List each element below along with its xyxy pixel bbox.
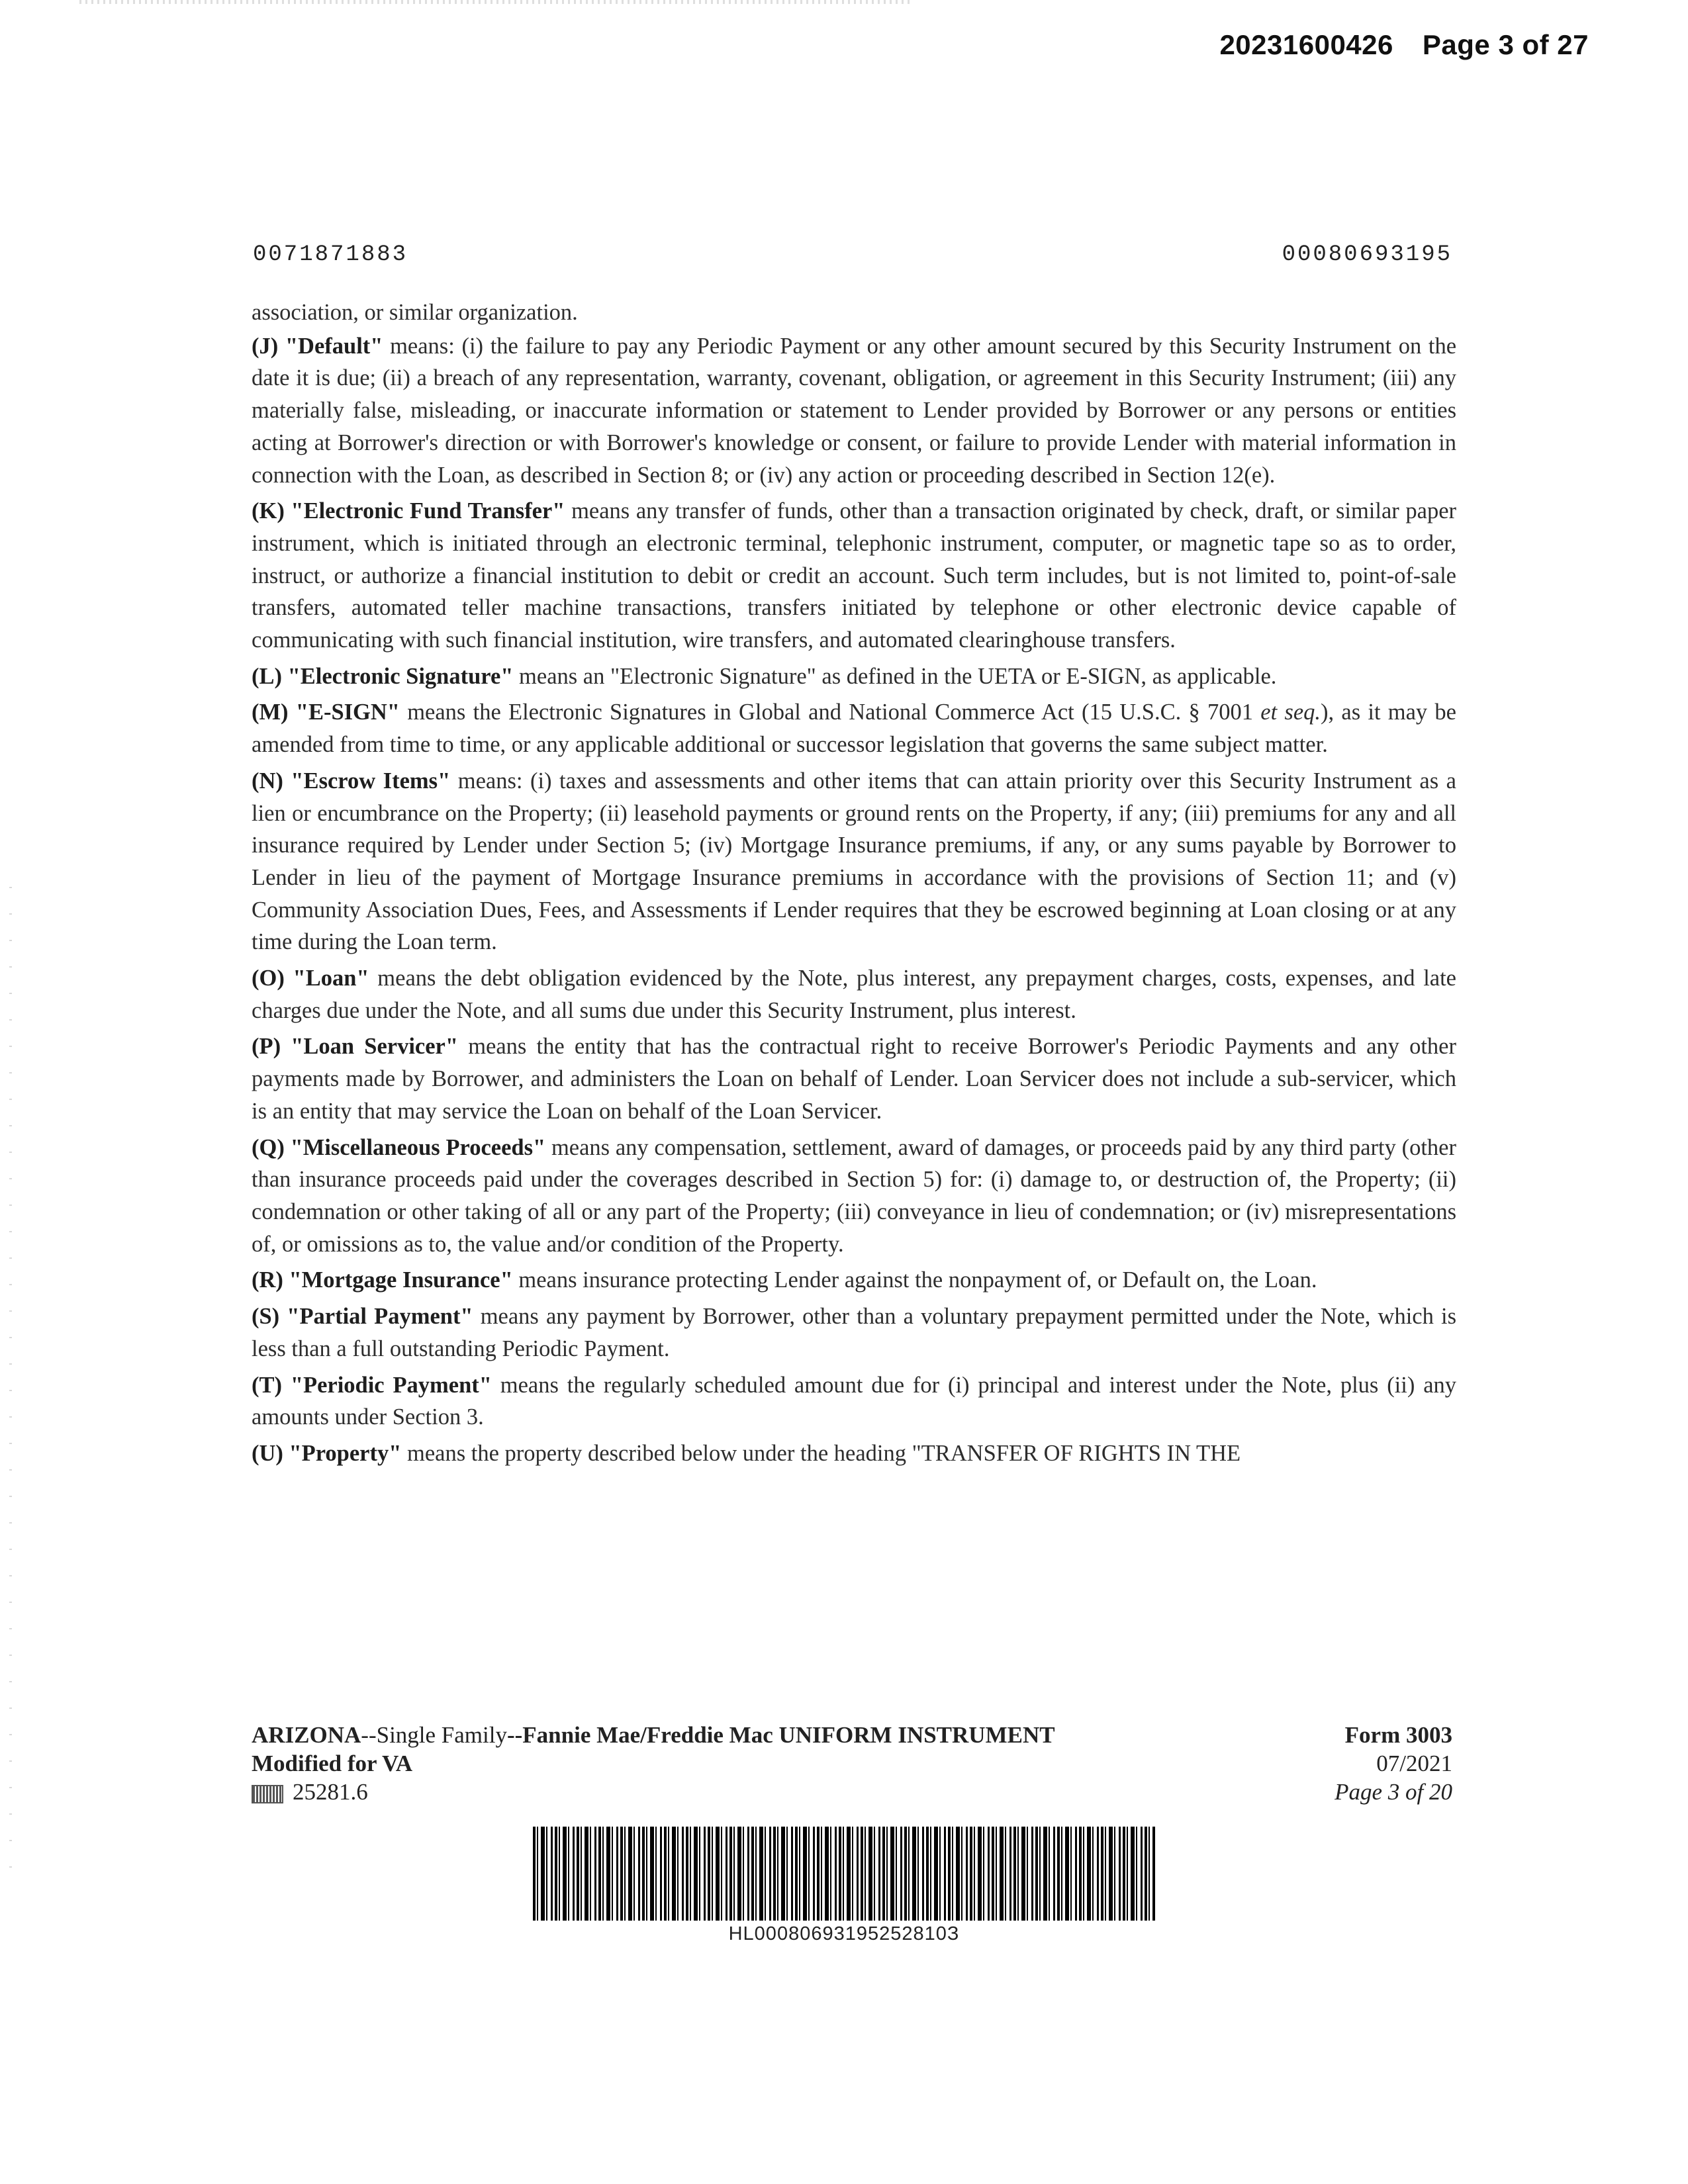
form-state: ARIZONA	[252, 1722, 361, 1748]
definition-text: means the regularly scheduled amount due for (i) principal and interest under the Note, plus (ii) any amounts under Section 3.	[252, 1372, 1457, 1430]
definition-miscellaneous-proceeds	[252, 1132, 1456, 1261]
definition-text: means the Electronic Signatures in Global and National Commerce Act (15 U.S.C. § 7001	[399, 700, 1261, 725]
term-label: (M) "E-SIGN"	[252, 700, 400, 725]
form-code: 25281.6	[293, 1779, 368, 1805]
definition-text: means any transfer of funds, other than a transaction originated by check, draft, or similar paper instrument, which is initiated through an electronic terminal, telephonic instrument, computer, or magnetic tape so as to order, instruct, or authorize a financial institution to debit or credit an account. Such term includes, but is not limited to, point-of-sale transfers, automated teller machine transactions, transfers initiated by telephone or other electronic device capable of communicating with such financial institution, wire transfers, and automated clearinghouse transfers.	[252, 498, 1456, 653]
form-page: Page 3 of 20	[1335, 1779, 1452, 1805]
definition-text: means: (i) taxes and assessments and other items that can attain priority over this Security Instrument as a lien or encumbrance on the Property; (ii) leasehold payments or ground rents on the Property, if any; (iii) premiums for any and all insurance required by Lender under Section 5; (iv) Mortgage Insurance premiums, if any, or any sums payable by Borrower to Lender in lieu of the payment of Mortgage Insurance premiums in accordance with the provisions of Section 11; and (v) Community Association Dues, Fees, and Assessments if Lender requires that they be escrowed beginning at Loan closing or at any time during the Loan term.	[252, 768, 1456, 955]
barcode-text: HL00080693195252810З	[728, 1923, 960, 1944]
definition-text-after: ), as it may be amended from time to time, or any applicable additional or successor legislation that governs the same subject matter.	[252, 700, 1456, 758]
definition-loan-servicer	[252, 1030, 1456, 1127]
term-label: (R) "Mortgage Insurance"	[252, 1267, 513, 1293]
paragraph-intro: association, or similar organization.	[252, 300, 578, 325]
recording-number: 20231600426	[1219, 29, 1393, 60]
term-label: (J) "Default"	[252, 333, 383, 359]
definition-periodic-payment	[252, 1369, 1456, 1433]
definition-loan	[252, 962, 1456, 1026]
form-sep: --	[361, 1722, 377, 1748]
barcode-block	[533, 1827, 1155, 1945]
loan-number-left: 0071871883	[253, 242, 408, 267]
definition-electronic-signature	[252, 660, 1456, 693]
term-label: (N) "Escrow Items"	[252, 768, 451, 794]
definition-text: means the debt obligation evidenced by the Note, plus interest, any prepayment charges, costs, expenses, and late charges due under the Note, and all sums due under this Security Instrument, plus interest.	[252, 966, 1456, 1023]
definition-text: means any compensation, settlement, award of damages, or proceeds paid by any third party (other than insurance proceeds paid under the coverages described in Section 5) for: (i) damage to, or destruction of, the Property; (ii) condemnation or other taking of all or any part of the Property; (iii) conveyance in lieu of condemnation; or (iv) misrepresentations of, or omissions as to, the value and/or condition of the Property.	[252, 1134, 1456, 1257]
recording-page: Page 3 of 27	[1422, 29, 1589, 60]
definition-electronic-fund-transfer	[252, 495, 1456, 657]
form-instrument: Fannie Mae/Freddie Mac UNIFORM INSTRUMENT	[522, 1722, 1055, 1748]
definition-mortgage-insurance	[252, 1264, 1456, 1297]
term-label: (P) "Loan Servicer"	[252, 1034, 459, 1060]
definition-text: means any payment by Borrower, other than a voluntary prepayment permitted under the Note, which is less than a full outstanding Periodic Payment.	[252, 1304, 1456, 1361]
term-label: (Q) "Miscellaneous Proceeds"	[252, 1134, 546, 1160]
form-date: 07/2021	[1376, 1751, 1452, 1776]
barcode-icon	[252, 1785, 283, 1803]
scan-artifact	[79, 0, 914, 4]
term-label: (U) "Property"	[252, 1440, 402, 1466]
definition-italic: et seq.	[1260, 700, 1321, 725]
scan-margin-marks	[9, 887, 12, 1893]
form-number: Form 3003	[1344, 1722, 1452, 1748]
loan-number-right: 00080693195	[1282, 242, 1452, 267]
term-label: (O) "Loan"	[252, 966, 369, 991]
form-family: Single Family	[376, 1722, 507, 1748]
recording-header	[1219, 29, 1589, 61]
barcode-image	[533, 1827, 1155, 1921]
definition-e-sign	[252, 696, 1456, 760]
definition-text: means insurance protecting Lender against the nonpayment of, or Default on, the Loan.	[512, 1267, 1317, 1293]
definition-text: means: (i) the failure to pay any Periodic Payment or any other amount secured by this Security Instrument on the date it is due; (ii) a breach of any representation, warranty, covenant, obligation, or agreement in this Security Instrument; (iii) any materially false, misleading, or inaccurate information or statement to Lender provided by Borrower or any persons or entities acting at Borrower's direction or with Borrower's knowledge or consent, or failure to provide Lender with material information in connection with the Loan, as described in Section 8; or (iv) any action or proceeding described in Section 12(e).	[252, 333, 1457, 488]
definition-escrow-items	[252, 765, 1456, 958]
definitions-body	[252, 296, 1456, 1474]
definition-text: means the property described below under the heading "TRANSFER OF RIGHTS IN THE	[401, 1440, 1241, 1466]
term-label: (S) "Partial Payment"	[252, 1304, 473, 1330]
form-sep: --	[506, 1722, 523, 1748]
definition-partial-payment	[252, 1300, 1456, 1365]
definition-text: means an "Electronic Signature" as defined in the UETA or E-SIGN, as applicable.	[513, 663, 1277, 689]
definition-property	[252, 1437, 1456, 1470]
form-footer-left	[252, 1721, 1055, 1806]
definition-default	[252, 330, 1456, 492]
form-modified: Modified for VA	[252, 1751, 413, 1776]
form-title-line	[252, 1721, 1055, 1749]
form-code-line	[252, 1778, 1055, 1806]
form-footer-right	[1335, 1721, 1452, 1806]
term-label: (L) "Electronic Signature"	[252, 663, 514, 689]
term-label: (T) "Periodic Payment"	[252, 1372, 492, 1398]
term-label: (K) "Electronic Fund Transfer"	[252, 498, 565, 524]
definition-text: means the entity that has the contractual right to receive Borrower's Periodic Payments and any other payments made by Borrower, and administers the Loan on behalf of Lender. Loan Servicer does not include a sub-servicer, which is an entity that may service the Loan on behalf of the Loan Servicer.	[252, 1034, 1456, 1124]
